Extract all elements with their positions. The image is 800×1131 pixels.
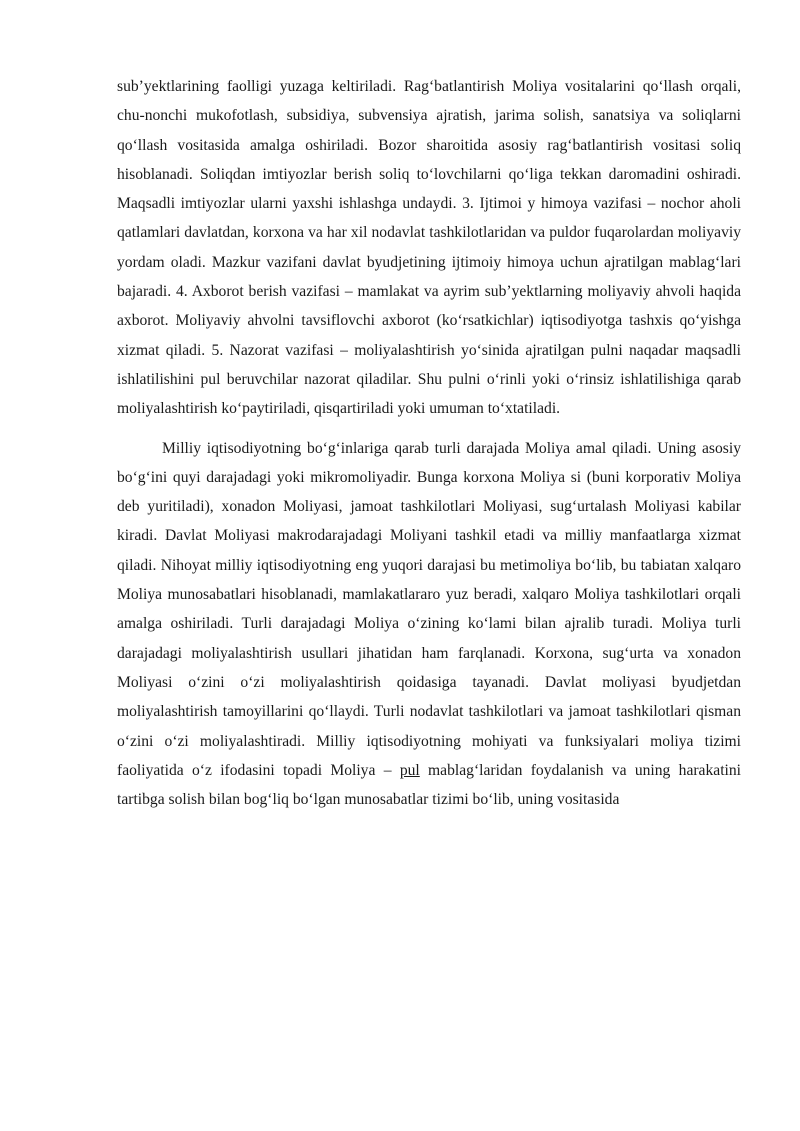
link-pul[interactable]: pul	[399, 761, 420, 779]
paragraph-functions: sub’yektlarining faolligi yuzaga keltiriladi. Rag‘batlantirish Moliya vositalarini qo‘llash orqali, chu-nonchi mukofotlash, subsidiya, subvensiya ajratish, jarima solish, sanatsiya va soliqlarni qo‘llash vositasida amalga oshiriladi. Bozor sharoitida asosiy rag‘batlantirish vositasi soliq hisoblanadi. Soliqdan imtiyozlar berish soliq to‘lovchilarni qo‘liga tekkan daromadini oshiradi. Maqsadli imtiyozlar ularni yaxshi ishlashga undaydi. 3. Ijtimoi y himoya vazifasi – nochor aholi qatlamlari davlatdan, korxona va har xil nodavlat tashkilotlaridan va puldor fuqarolardan moliyaviy yordam oladi. Mazkur vazifani davlat byudjetining ijtimoiy himoya uchun ajratilgan mablag‘lari bajaradi. 4. Axborot berish vazifasi – mamlakat va ayrim sub’yektlarning moliyaviy ahvoli haqida axborot. Moliyaviy ahvolni tavsiflovchi axborot (ko‘rsatkichlar) iqtisodiyotga tashxis qo‘yishga xizmat qiladi. 5. Nazorat vazifasi – moliyalashtirish yo‘sinida ajratilgan pulni naqadar maqsadli ishlatilishini pul beruvchilar nazorat qiladilar. Shu pulni o‘rinli yoki o‘rinsiz ishlatilishiga qarab moliyalashtirish ko‘paytiriladi, qisqartiriladi yoki umuman to‘xtatiladi.	[117, 78, 741, 418]
document-page	[117, 72, 741, 814]
paragraph-levels-text-end: mablag‘laridan foydalanish va uning harakatini tartibga solish bilan bog‘liq bo‘lgan munosabatlar tizimi bo‘lib, uning vositasida	[117, 761, 741, 809]
paragraph-levels-text-start: Milliy iqtisodiyotning bo‘g‘inlariga qarab turli darajada Moliya amal qiladi. Uning asosiy bo‘g‘ini quyi darajadagi yoki mikromoliyadir. Bunga korxona Moliya si (buni korporativ Moliya deb yuritiladi), xonadon Moliyasi, jamoat tashkilotlari Moliyasi, sug‘urtalash Moliyasi kabilar kiradi. Davlat Moliyasi makrodarajadagi Moliyani tashkil etadi va milliy manfaatlarga xizmat qiladi. Nihoyat milliy iqtisodiyotning eng yuqori darajasi bu metimoliya bo‘lib, bu tabiatan xalqaro Moliya munosabatlari hisoblanadi, mamlakatlararo yuz beradi, xalqaro Moliya tashkilotlari orqali amalga oshiriladi. Turli darajadagi Moliya o‘zining ko‘lami bilan ajralib turadi. Moliya turli darajadagi moliyalashtirish usullari jihatidan ham farqlanadi. Korxona, sug‘urta va xonadon Moliyasi o‘zini o‘zi moliyalashtirish qoidasiga tayanadi. Davlat moliyasi byudjetdan moliyalashtirish tamoyillarini qo‘llaydi. Turli nodavlat tashkilotlari va jamoat tashkilotlari qisman o‘zini o‘zi moliyalashtiradi. Milliy iqtisodiyotning mohiyati va funksiyalari moliya tizimi faoliyatida o‘z ifodasini topadi Moliya –	[117, 439, 741, 779]
paragraph-levels	[117, 434, 741, 815]
